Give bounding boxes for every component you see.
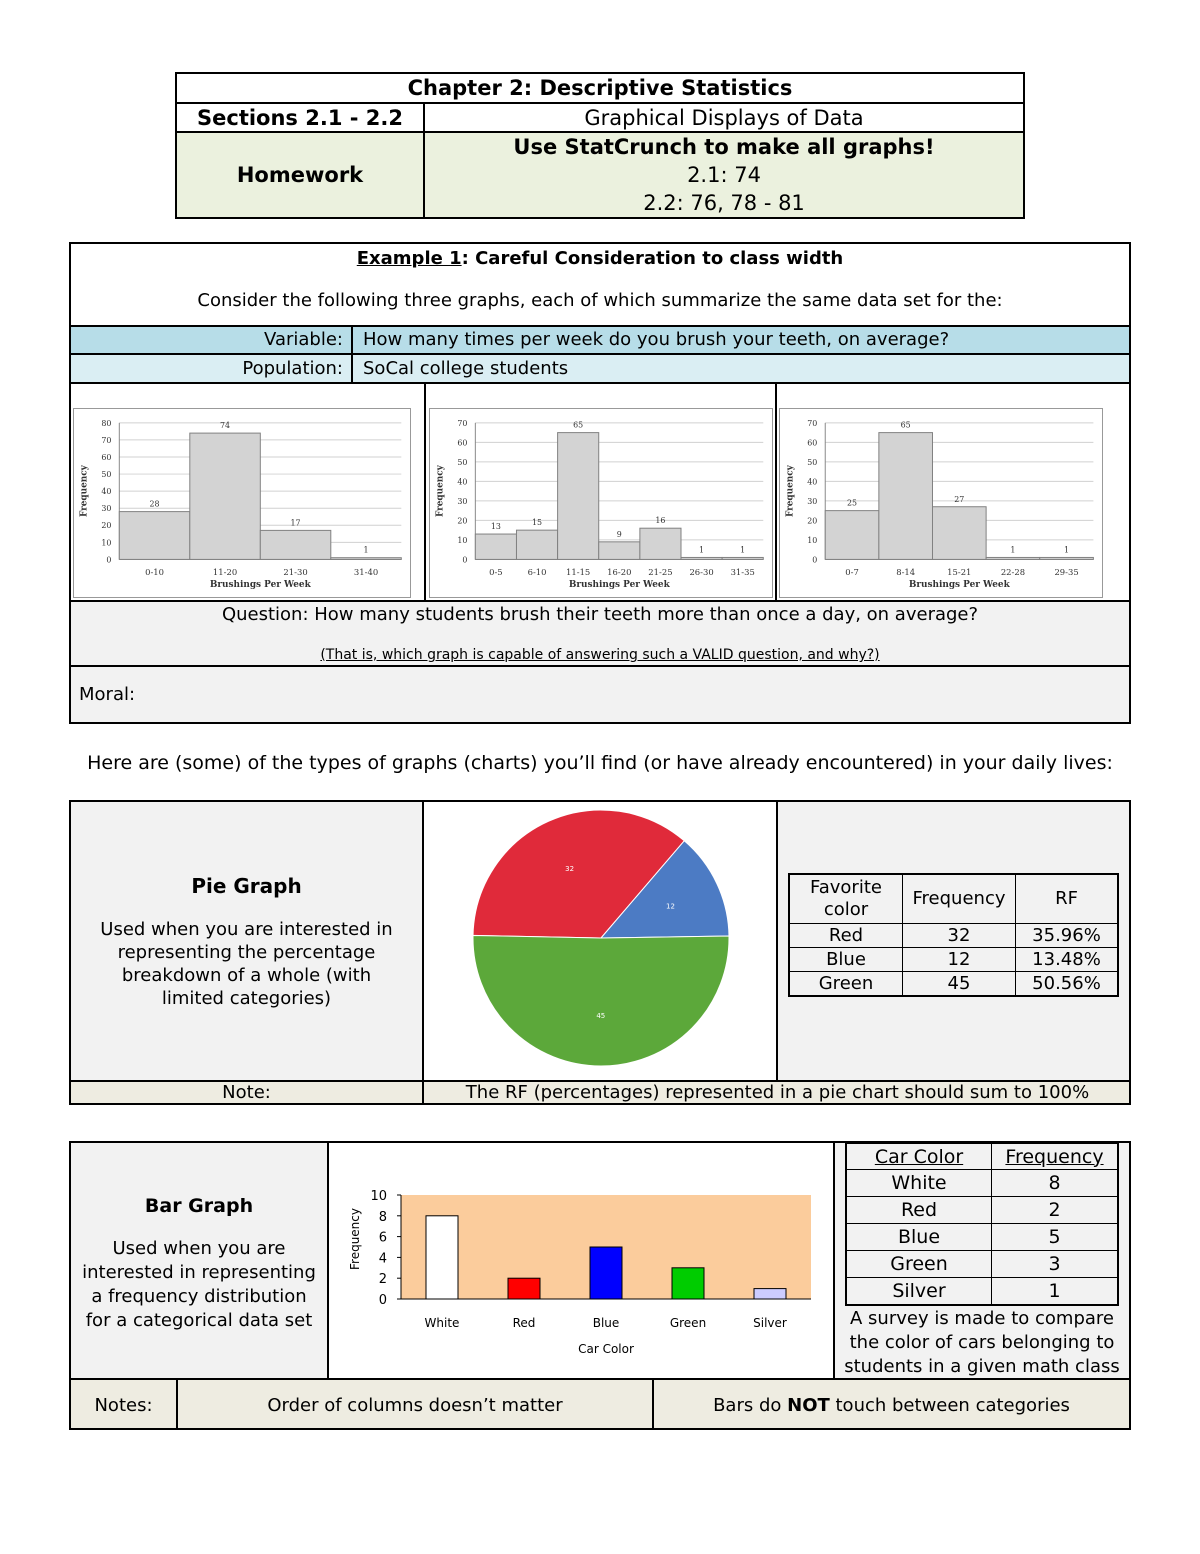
car-color-bar-chart (331, 1143, 833, 1378)
pie-table-header: Favorite color (789, 874, 903, 923)
x-tick-label: 0-10 (145, 567, 165, 578)
histogram-bar (825, 511, 879, 560)
histogram-bar (558, 433, 599, 560)
car-table-cell-color: Silver (846, 1278, 992, 1305)
pie-table-cell-frequency: 32 (903, 923, 1016, 947)
example1-intro: Consider the following three graphs, each of which summarize the same data set for the: (197, 290, 1003, 311)
y-tick-label: 80 (101, 418, 112, 428)
pie-note-text: The RF (percentages) represented in a pie chart should sum to 100% (465, 1082, 1090, 1103)
x-tick-label: 31-35 (730, 567, 755, 578)
variable-label: Variable: (71, 327, 353, 353)
y-tick-label: 50 (807, 457, 818, 467)
data-label: 65 (900, 420, 911, 430)
population-label: Population: (71, 355, 353, 382)
bar-note-2-bold: NOT (787, 1394, 830, 1416)
x-tick-label: Blue (592, 1316, 620, 1330)
x-tick-label: 21-25 (648, 567, 673, 578)
histogram-bar (879, 433, 933, 560)
y-tick-label: 20 (457, 516, 468, 526)
histogram-bar (516, 530, 557, 559)
x-tick-label: White (424, 1316, 460, 1330)
histogram-bar (986, 557, 1040, 559)
histogram-bar (599, 542, 640, 560)
x-tick-label: 8-14 (896, 567, 916, 578)
x-axis-title: Brushings Per Week (209, 580, 311, 591)
bar-notes-label: Notes: (71, 1380, 178, 1430)
y-tick-label: 30 (101, 504, 112, 514)
pie-table-cell-color: Red (789, 923, 903, 947)
homework-line-2: 2.2: 76, 78 - 81 (643, 191, 805, 215)
y-tick-label: 0 (812, 555, 818, 565)
car-table-cell-frequency: 3 (992, 1251, 1119, 1278)
y-tick-label: 60 (101, 452, 112, 462)
histogram-bar (331, 558, 402, 560)
y-axis-title: Frequency (435, 465, 446, 518)
histogram-bar (722, 557, 763, 559)
y-tick-label: 20 (807, 516, 818, 526)
pie-table-cell-rf: 35.96% (1016, 923, 1119, 947)
pie-slice-green (473, 935, 729, 1066)
y-tick-label: 30 (457, 496, 468, 506)
x-axis-title: Brushings Per Week (908, 580, 1010, 591)
data-label: 74 (220, 421, 231, 431)
pie-table-cell-frequency: 12 (903, 947, 1016, 971)
bar-table-cell (833, 1143, 1129, 1378)
question-row (71, 600, 1129, 667)
example1-title-suffix: : Careful Consideration to class width (461, 248, 844, 269)
pie-table-header: Frequency (903, 874, 1016, 923)
homework-line-1: 2.1: 74 (687, 163, 761, 187)
histogram-bar (119, 512, 190, 560)
pie-table-cell-color: Blue (789, 947, 903, 971)
y-tick-label: 10 (101, 538, 112, 548)
bar-blue (590, 1247, 622, 1299)
car-survey-caption: A survey is made to compare the color of cars belonging to students in a given math class (844, 1308, 1120, 1377)
x-tick-label: 26-30 (689, 567, 714, 578)
car-table-cell-color: Green (846, 1251, 992, 1278)
car-table-cell-color: Red (846, 1197, 992, 1224)
data-label: 1 (699, 545, 705, 555)
histogram-bar (475, 534, 516, 559)
y-tick-label: 60 (457, 438, 468, 448)
x-tick-label: 0-5 (489, 567, 503, 578)
car-table-header: Frequency (992, 1144, 1119, 1170)
y-tick-label: 10 (370, 1189, 387, 1204)
x-tick-label: Red (512, 1316, 536, 1330)
pie-data-label: 32 (565, 864, 575, 873)
population-row (71, 355, 1129, 384)
bar-title: Bar Graph (144, 1195, 254, 1217)
bar-description: Used when you are interested in representing a frequency distribution for a categorical data set (82, 1238, 316, 1331)
graph-types-intro: Here are (some) of the types of graphs (charts) you’ll find (or have already encountered) in your daily lives: (87, 752, 1113, 774)
data-label: 17 (290, 518, 301, 528)
data-label: 1 (740, 545, 746, 555)
pie-data-label: 45 (596, 1011, 606, 1020)
y-tick-label: 50 (457, 457, 468, 467)
data-label: 28 (149, 499, 160, 509)
x-axis-title: Car Color (578, 1342, 634, 1356)
question-note: (That is, which graph is capable of answering such a VALID question, and why?) (320, 647, 880, 663)
y-axis-title: Frequency (348, 1208, 362, 1270)
bar-section (69, 1141, 1131, 1430)
bar-note-2-before: Bars do (713, 1394, 788, 1416)
car-frequency-table (845, 1143, 1119, 1306)
question-text: Question: How many students brush their teeth more than once a day, on average? (221, 604, 979, 625)
homework-instruction: Use StatCrunch to make all graphs! (513, 135, 935, 159)
homework-content (425, 133, 1023, 217)
bar-notes-row (71, 1378, 1129, 1428)
histogram-chart-2 (429, 408, 773, 598)
x-tick-label: 22-28 (1000, 567, 1026, 578)
data-label: 9 (616, 529, 622, 539)
y-tick-label: 70 (457, 418, 468, 428)
histogram-bar (190, 433, 261, 559)
y-tick-label: 6 (378, 1230, 387, 1246)
car-table-cell-frequency: 2 (992, 1197, 1119, 1224)
y-tick-label: 10 (807, 535, 818, 545)
histogram-chart-1 (73, 408, 411, 598)
histogram-bar (932, 507, 986, 560)
pie-table-cell (776, 802, 1129, 1080)
moral-row (71, 667, 1129, 722)
sections-topic: Graphical Displays of Data (425, 104, 1023, 133)
chart-divider-2 (775, 384, 777, 600)
data-label: 13 (490, 522, 501, 532)
x-tick-label: 16-20 (607, 567, 632, 578)
chart-divider-1 (424, 384, 426, 600)
data-label: 1 (1010, 545, 1016, 555)
bar-description-cell (71, 1143, 329, 1378)
data-label: 15 (532, 518, 543, 528)
y-tick-label: 0 (106, 555, 112, 565)
pie-data-label: 12 (666, 902, 675, 911)
car-table-cell-color: Blue (846, 1224, 992, 1251)
y-tick-label: 70 (101, 435, 112, 445)
pie-table-cell-rf: 13.48% (1016, 947, 1119, 971)
car-table-cell-frequency: 5 (992, 1224, 1119, 1251)
example1-title-prefix: Example 1 (356, 248, 462, 269)
y-tick-label: 30 (807, 496, 818, 506)
y-tick-label: 50 (101, 470, 112, 480)
homework-label: Homework (177, 133, 425, 217)
data-label: 16 (655, 516, 666, 526)
x-tick-label: 11-20 (212, 567, 238, 578)
y-tick-label: 40 (101, 487, 112, 497)
bar-white (426, 1216, 458, 1299)
x-tick-label: 21-30 (283, 567, 308, 578)
y-axis-title: Frequency (79, 465, 90, 518)
sections-label: Sections 2.1 - 2.2 (177, 104, 425, 133)
histogram-bar (681, 557, 722, 559)
y-tick-label: 4 (378, 1251, 387, 1267)
x-tick-label: 11-15 (566, 567, 591, 578)
data-label: 1 (1064, 545, 1070, 555)
x-tick-label: Green (669, 1316, 707, 1330)
pie-description-cell (71, 802, 424, 1080)
y-tick-label: 2 (378, 1272, 387, 1288)
pie-table-header: RF (1016, 874, 1119, 923)
bar-red (508, 1278, 540, 1299)
example1-title (71, 248, 1129, 269)
x-axis-title: Brushings Per Week (568, 580, 670, 591)
y-tick-label: 20 (101, 521, 112, 531)
x-tick-label: 31-40 (353, 567, 379, 578)
y-tick-label: 40 (457, 477, 468, 487)
car-table-cell-frequency: 8 (992, 1170, 1119, 1197)
bar-note-2 (654, 1380, 1129, 1430)
x-tick-label: 15-21 (947, 567, 972, 578)
data-label: 1 (363, 545, 369, 555)
pie-description: Used when you are interested in representing the percentage breakdown of a whole (with limited categories) (100, 919, 393, 1009)
example1-box (69, 242, 1131, 724)
car-table-header: Car Color (846, 1144, 992, 1170)
y-tick-label: 40 (807, 477, 818, 487)
histogram-bar (640, 528, 681, 559)
x-tick-label: Silver (753, 1316, 787, 1330)
pie-note-row (71, 1080, 1129, 1103)
y-tick-label: 0 (462, 555, 468, 565)
data-label: 27 (954, 494, 965, 504)
car-table-cell-frequency: 1 (992, 1278, 1119, 1305)
y-axis-title: Frequency (785, 465, 796, 518)
histogram-bar (1040, 557, 1094, 559)
x-tick-label: 6-10 (527, 567, 547, 578)
pie-title: Pie Graph (191, 874, 302, 898)
variable-value: How many times per week do you brush your teeth, on average? (363, 329, 950, 350)
histogram-chart-3 (779, 408, 1103, 598)
car-table-cell-color: White (846, 1170, 992, 1197)
moral-label: Moral: (79, 684, 136, 705)
bar-note-1: Order of columns doesn’t matter (178, 1380, 654, 1430)
y-tick-label: 60 (807, 438, 818, 448)
pie-frequency-table (788, 873, 1119, 997)
histogram-bar (260, 530, 331, 559)
y-tick-label: 0 (378, 1293, 387, 1308)
pie-note-label: Note: (71, 1082, 424, 1103)
bar-note-2-after: touch between categories (829, 1394, 1070, 1416)
pie-table-cell-frequency: 45 (903, 971, 1016, 996)
pie-table-cell-rf: 50.56% (1016, 971, 1119, 996)
bar-green (672, 1268, 704, 1299)
data-label: 65 (573, 420, 584, 430)
x-tick-label: 0-7 (845, 567, 859, 578)
y-tick-label: 10 (457, 535, 468, 545)
y-tick-label: 70 (807, 418, 818, 428)
pie-section (69, 800, 1131, 1105)
population-value: SoCal college students (363, 358, 569, 379)
variable-row (71, 325, 1129, 355)
pie-table-cell-color: Green (789, 971, 903, 996)
chapter-title: Chapter 2: Descriptive Statistics (177, 74, 1023, 104)
bar-silver (754, 1289, 786, 1299)
y-tick-label: 8 (378, 1209, 387, 1225)
pie-chart (426, 802, 776, 1080)
x-tick-label: 29-35 (1054, 567, 1079, 578)
header-table (175, 72, 1025, 219)
data-label: 25 (847, 498, 858, 508)
